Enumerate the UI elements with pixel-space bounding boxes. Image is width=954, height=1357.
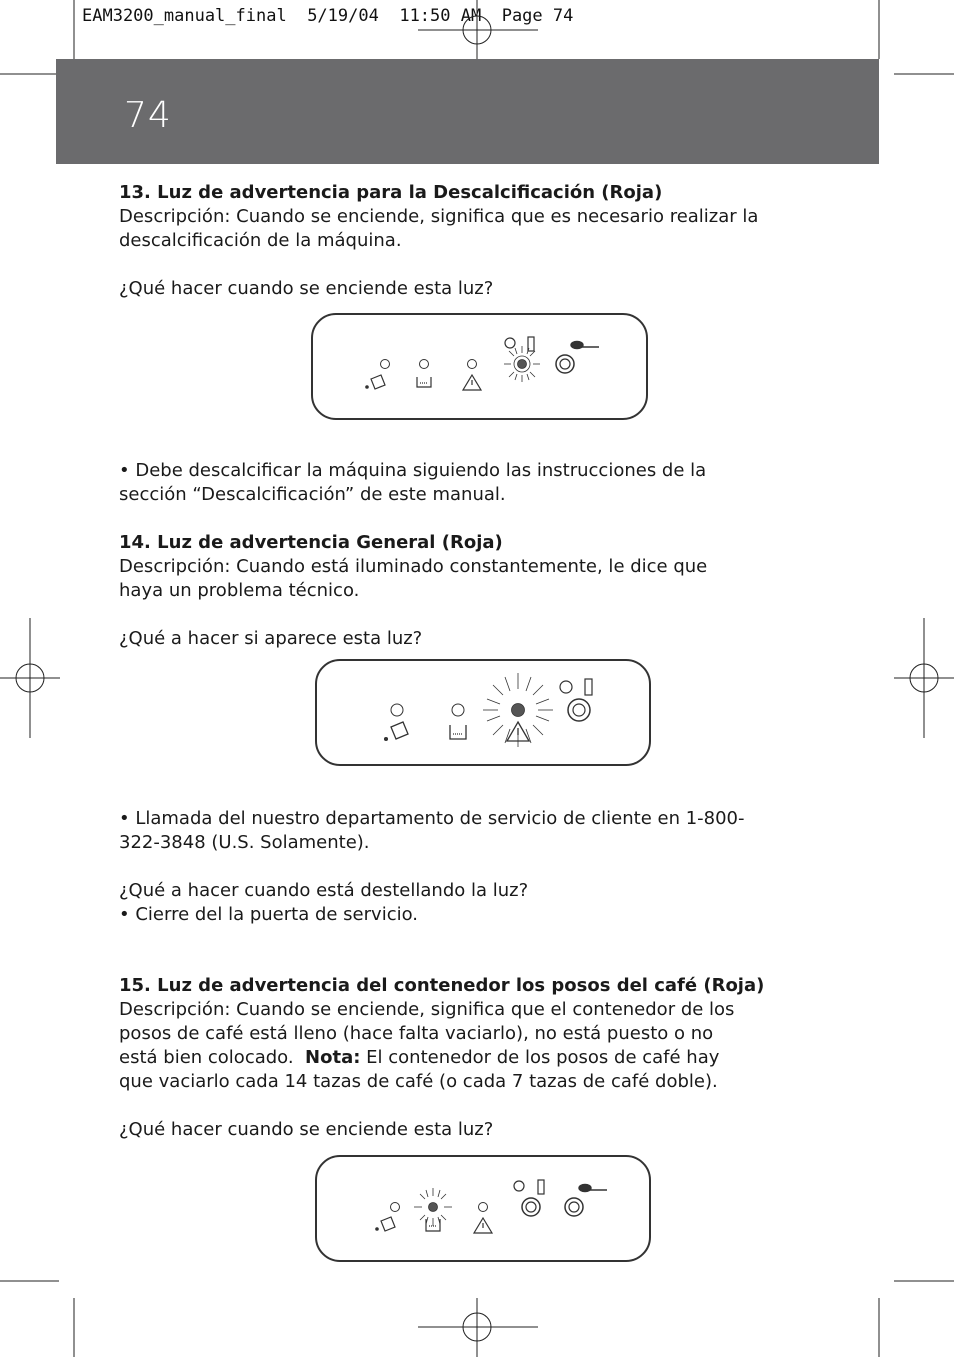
section-14-desc-line2: haya un problema técnico. xyxy=(119,580,360,601)
grounds-container-icon xyxy=(376,1217,395,1231)
section-14-question: ¿Qué a hacer si aparece esta luz? xyxy=(119,628,423,649)
section-14-action2: • Cierre del la puerta de servicio. xyxy=(119,904,419,925)
section-15-desc-line2: posos de café está lleno (hace falta vaciarlo), no está puesto o no xyxy=(119,1023,714,1044)
control-panel-water-lit xyxy=(315,1155,655,1265)
steam-icon xyxy=(571,342,599,349)
led-warning xyxy=(468,360,477,369)
note-label: Nota: xyxy=(305,1047,361,1068)
section-15-desc-line3a: está bien colocado. xyxy=(119,1047,294,1068)
led-warning-lit xyxy=(483,673,553,747)
slug-time: 11:50 AM xyxy=(399,6,482,26)
led-water xyxy=(452,704,464,716)
section-13-question: ¿Qué hacer cuando se enciende esta luz? xyxy=(119,278,494,299)
warning-icon xyxy=(463,375,481,390)
section-13-desc-line2: descalcificación de la máquina. xyxy=(119,230,402,251)
panel-14-wrap xyxy=(119,651,819,807)
section-15-question: ¿Qué hacer cuando se enciende esta luz? xyxy=(119,1119,494,1140)
descale-icon xyxy=(560,679,592,695)
control-panel-warning-lit xyxy=(315,659,655,769)
section-15-desc-line3 xyxy=(119,1046,819,1070)
steam-button xyxy=(556,355,574,373)
page-content xyxy=(119,181,819,1282)
header-band xyxy=(56,59,879,164)
section-14-action-line1: • Llamada del nuestro departamento de servicio de cliente en 1-800- xyxy=(119,808,745,829)
water-tank-icon xyxy=(450,725,466,739)
section-14-action-line2: 322-3848 (U.S. Solamente). xyxy=(119,832,370,853)
steam-icon xyxy=(579,1185,607,1192)
section-15-desc-line4: que vaciarlo cada 14 tazas de café (o cada 7 tazas de café doble). xyxy=(119,1071,718,1092)
section-13-action-line2: sección “Descalcificación” de este manual. xyxy=(119,484,506,505)
warning-icon xyxy=(474,1218,492,1233)
steam-button xyxy=(565,1198,583,1216)
led-warning xyxy=(479,1203,488,1212)
led-grounds xyxy=(391,1203,400,1212)
descale-icon xyxy=(514,1180,544,1194)
page-number: 74 xyxy=(124,95,172,136)
section-14-desc-line1: Descripción: Cuando está iluminado constantemente, le dice que xyxy=(119,556,708,577)
slug-page: Page 74 xyxy=(501,6,574,26)
section-13-heading: 13. Luz de advertencia para la Descalcificación (Roja) xyxy=(119,182,663,203)
slug-date: 5/19/04 xyxy=(307,6,379,26)
slug-file: EAM3200_manual_final xyxy=(82,6,287,26)
led-grounds xyxy=(391,704,403,716)
section-13-action-line1: • Debe descalcificar la máquina siguiendo las instrucciones de la xyxy=(119,460,707,481)
descale-icon xyxy=(505,337,534,351)
grounds-container-icon xyxy=(366,375,385,389)
section-14-heading: 14. Luz de advertencia General (Roja) xyxy=(119,532,503,553)
led-water xyxy=(420,360,429,369)
water-tank-icon xyxy=(417,377,431,387)
section-15-desc-line1: Descripción: Cuando se enciende, significa que el contenedor de los xyxy=(119,999,735,1020)
panel-13-wrap xyxy=(119,301,819,459)
grounds-container-icon xyxy=(385,722,408,740)
section-13-desc-line1: Descripción: Cuando se enciende, significa que es necesario realizar la xyxy=(119,206,759,227)
section-15-heading: 15. Luz de advertencia del contenedor los posos del café (Roja) xyxy=(119,975,765,996)
led-grounds xyxy=(381,360,390,369)
led-water-lit xyxy=(414,1188,452,1226)
section-15-desc-line3b: El contenedor de los posos de café hay xyxy=(366,1047,720,1068)
section-14-question2: ¿Qué a hacer cuando está destellando la luz? xyxy=(119,880,529,901)
descale-button xyxy=(568,699,590,721)
control-panel-descale-lit xyxy=(311,313,651,423)
descale-button xyxy=(522,1198,540,1216)
panel-15-wrap xyxy=(119,1142,819,1282)
